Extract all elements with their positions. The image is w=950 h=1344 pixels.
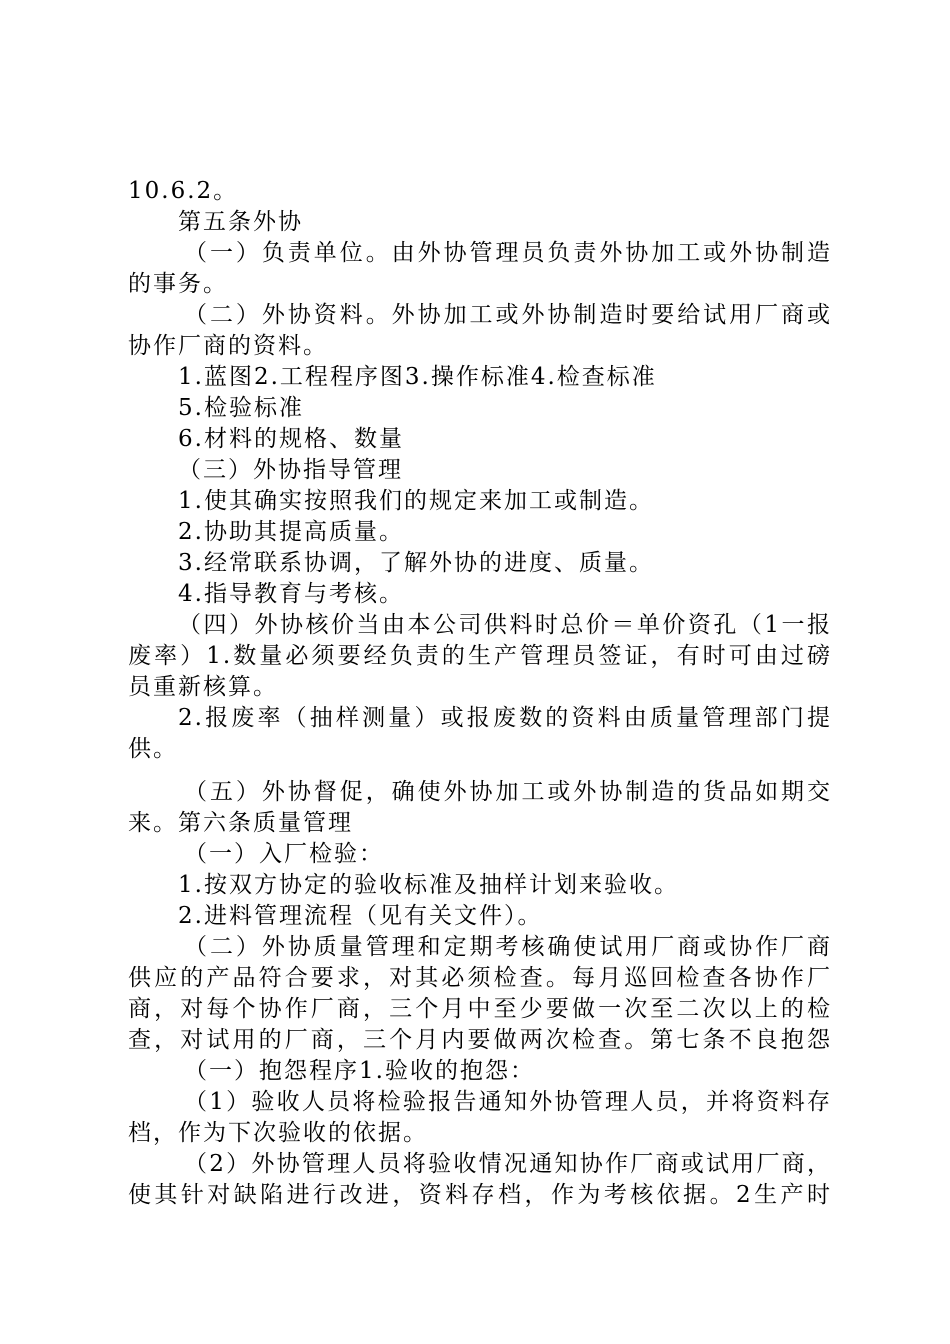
text-line: 的事务。 (128, 271, 228, 297)
text-line: 使其针对缺陷进行改进，资料存档，作为考核依据。2生产时 (128, 1182, 832, 1208)
text-line: 2.报废率（抽样测量）或报废数的资料由质量管理部门提 (178, 705, 832, 731)
text-line: 废率）1.数量必须要经负责的生产管理员签证，有时可由过磅 (128, 643, 832, 669)
text-line: （一）抱怨程序1.验收的抱怨： (184, 1058, 535, 1084)
text-line: 来。第六条质量管理 (128, 810, 353, 836)
article-heading: 第五条外协 (178, 209, 303, 235)
text-line: （1）验收人员将检验报告通知外协管理人员，并将资料存 (184, 1089, 832, 1115)
text-line: 5.检验标准 (178, 395, 304, 421)
text-line: 员重新核算。 (128, 674, 278, 700)
text-line: （2）外协管理人员将验收情况通知协作厂商或试用厂商， (184, 1151, 832, 1177)
text-line: 3.经常联系协调，了解外协的进度、质量。 (178, 550, 654, 576)
text-line: 1.使其确实按照我们的规定来加工或制造。 (178, 488, 654, 514)
text-line: 查，对试用的厂商，三个月内要做两次检查。第七条不良抱怨 (128, 1027, 832, 1053)
text-line: （一）入厂检验： (184, 841, 384, 867)
text-line: 4.指导教育与考核。 (178, 581, 404, 607)
text-line: （二）外协质量管理和定期考核确使试用厂商或协作厂商 (184, 934, 832, 960)
text-line: （五）外协督促，确使外协加工或外协制造的货品如期交 (184, 779, 832, 805)
text-line: （二）外协资料。外协加工或外协制造时要给试用厂商或 (184, 302, 832, 328)
text-line: 协作厂商的资料。 (128, 333, 328, 359)
document-body (128, 176, 832, 1211)
text-line: 6.材料的规格、数量 (178, 426, 404, 452)
text-line: （四）外协核价当由本公司供料时总价＝单价资孔（1一报 (178, 612, 832, 638)
text-line: 1.按双方协定的验收标准及抽样计划来验收。 (178, 872, 679, 898)
text-line: （三）外协指导管理 (178, 457, 403, 483)
text-line: 2.进料管理流程（见有关文件）。 (178, 903, 543, 929)
text-line: 供。 (128, 736, 178, 762)
text-line: 10.6.2。 (128, 178, 239, 204)
text-line: 1.蓝图2.工程程序图3.操作标准4.检查标准 (178, 364, 657, 390)
text-line: 供应的产品符合要求，对其必须检查。每月巡回检查各协作厂 (128, 965, 832, 991)
text-line: 商，对每个协作厂商，三个月中至少要做一次至二次以上的检 (128, 996, 832, 1022)
text-line: 2.协助其提高质量。 (178, 519, 404, 545)
text-line: （一）负责单位。由外协管理员负责外协加工或外协制造 (184, 240, 832, 266)
text-line: 档，作为下次验收的依据。 (128, 1120, 428, 1146)
